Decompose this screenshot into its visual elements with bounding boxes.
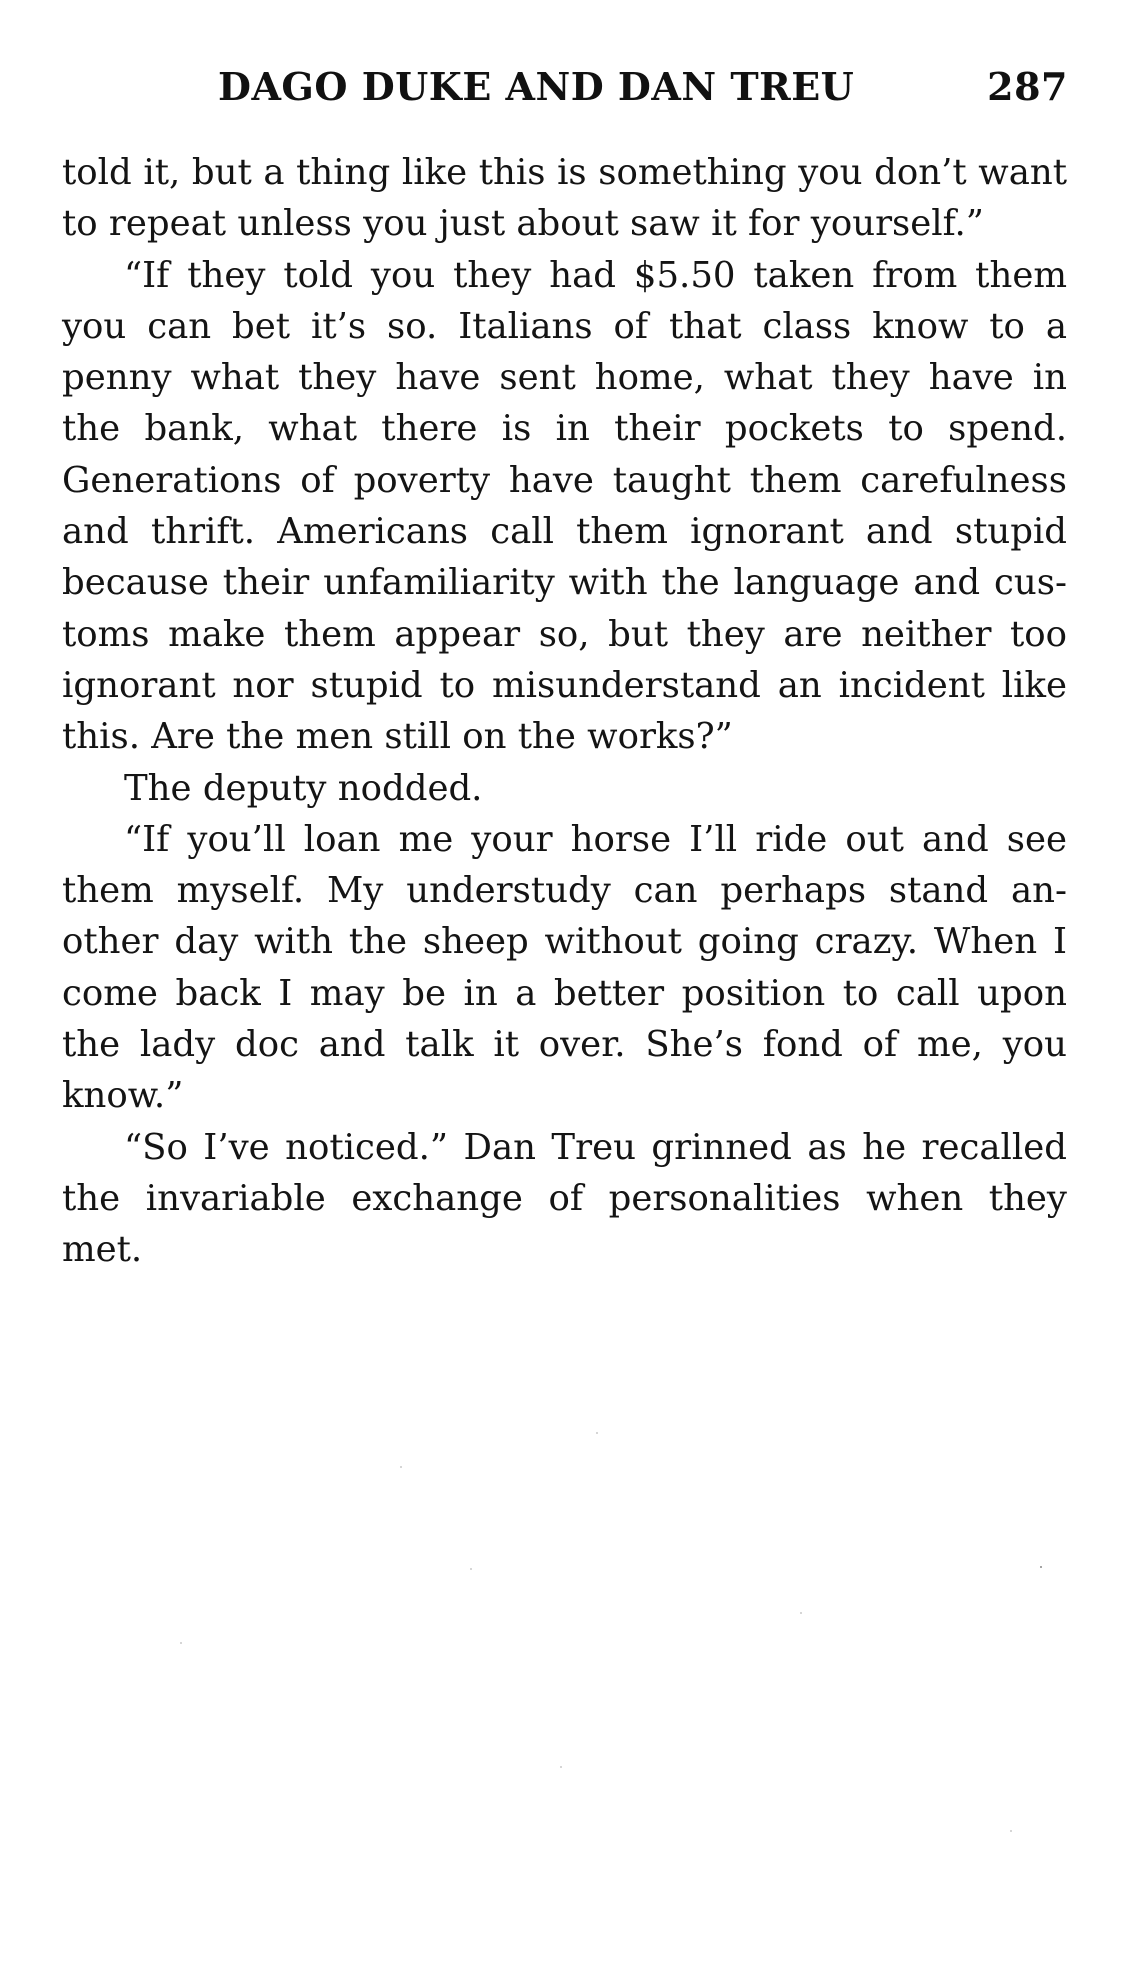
paragraph-so-ive-noticed: “So I’ve noticed.” Dan Treu grinned as he recalled the invariable exchange of personalities when they met. (62, 1126, 1067, 1271)
scan-speck (1010, 1830, 1012, 1832)
running-title: DAGO DUKE AND DAN TREU (218, 64, 855, 109)
paragraph-italians: “If they told you they had $5.50 taken from them you can bet it’s so. Italians of that class know to a penny what they have sent home, what they have in the bank, what there is in their pockets to spend. Generations of poverty have taught them carefulness and thrift. Americans call them ignorant and stupid because their unfamiliarity with the language and customs make them appear so, but they are neither too ignorant nor stupid to misunderstand an incident like this. Are the men still on the works?” (62, 254, 1067, 758)
scan-speck (180, 1642, 182, 1644)
scan-speck (800, 1612, 802, 1614)
scan-speck (560, 1766, 562, 1768)
paragraph-deputy-nodded: The deputy nodded. (124, 767, 483, 809)
running-head (218, 64, 1068, 114)
scan-speck (596, 1432, 598, 1434)
page-number: 287 (987, 64, 1068, 109)
body-text (62, 147, 1067, 1276)
paragraph-continued: told it, but a thing like this is something you don’t want to repeat unless you just about saw it for yourself.” (62, 152, 1067, 245)
scan-speck (1040, 1566, 1042, 1568)
paragraph-loan-horse: “If you’ll loan me your horse I’ll ride out and see them myself. My understudy can perhaps stand another day with the sheep without going crazy. When I come back I may be in a better position to call upon the lady doc and talk it over. She’s fond of me, you know.” (62, 818, 1067, 1117)
scan-speck (400, 1466, 402, 1468)
scan-speck (470, 1568, 472, 1570)
